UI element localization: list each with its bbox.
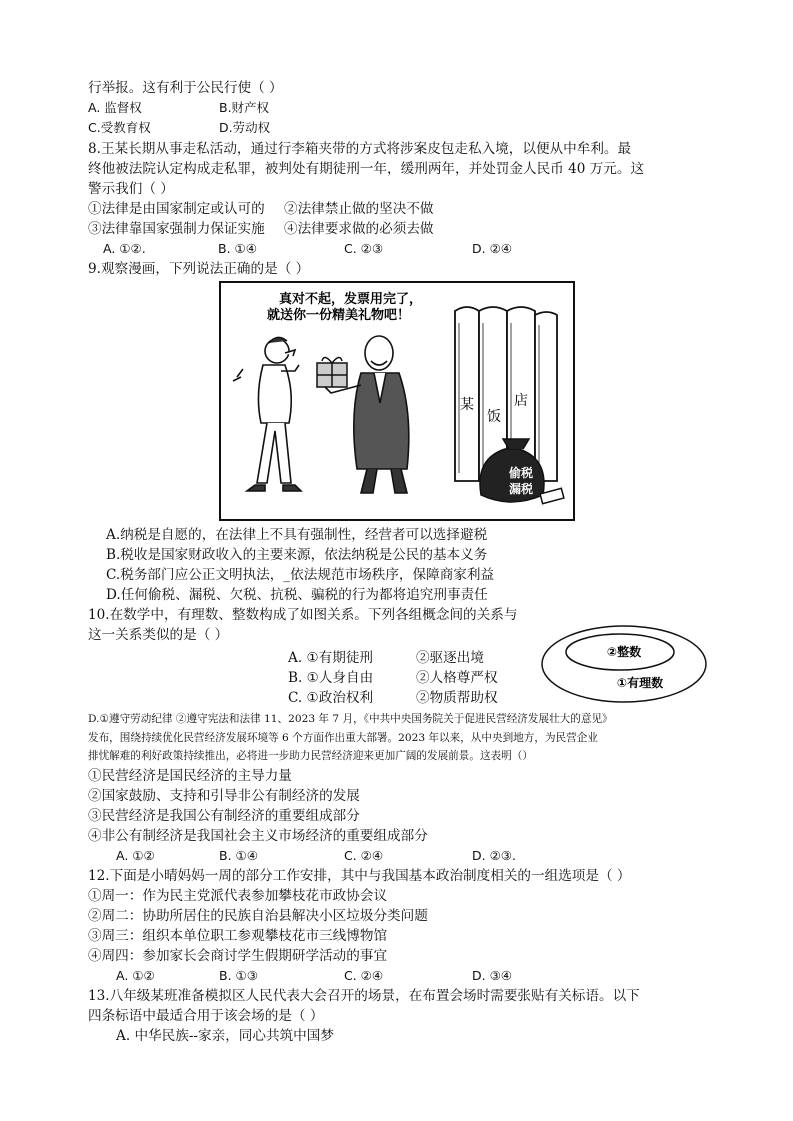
q7-option-c: C.受教育权 (88, 120, 151, 135)
cartoon-bag-label-1: 偷税 (508, 466, 534, 480)
q7-stem: 行举报。这有利于公民行使（ ） (88, 80, 283, 96)
q12-option-a: A. ①② (116, 968, 155, 983)
set-relation-diagram (540, 624, 708, 704)
q8-option-a: A. ①②. (103, 241, 146, 256)
q12-option-b: B. ①③ (219, 968, 258, 983)
q11-option-a: A. ①② (116, 848, 155, 863)
diagram-outer-label: ①有理数 (616, 676, 664, 690)
q10-option-c1: C. ①政治权利 (288, 690, 374, 706)
q12-statement-3: ③周三：组织本单位职工参观攀枝花市三线博物馆 (88, 928, 388, 944)
cartoon-screen-char-3: 店 (514, 393, 528, 409)
q10-stem-line1: 10.在数学中，有理数、整数构成了如图关系。下列各组概念间的关系与 (88, 607, 518, 623)
q11-stem-line1: D.①遵守劳动纪律 ②遵守宪法和法律 11、2023 年 7 月，《中共中央国务院关于促进民营经济发展壮大的意见》 (88, 713, 613, 725)
q8-option-b: B. ①④ (218, 241, 257, 256)
q11-stem-line2: 发布，围绕持续优化民营经济发展环境等 6 个方面作出重大部署。2023 年以来，从中央到地方，为民营企业 (88, 732, 598, 744)
q10-option-b1: B. ①人身自由 (288, 670, 374, 686)
q11-option-c: C. ②④ (344, 848, 384, 863)
q13-stem-line1: 13.八年级某班准备模拟区人民代表大会召开的场景，在布置会场时需要张贴有关标语。以下 (88, 988, 640, 1004)
q8-stem-line3: 警示我们（ ） (88, 181, 174, 197)
tax-cartoon (219, 281, 575, 521)
q10-stem-line2: 这一关系类似的是（ ） (88, 627, 229, 643)
q13-option-a: A. 中华民族--家亲，同心共筑中国梦 (116, 1028, 334, 1044)
q12-option-d: D. ③④ (472, 968, 512, 983)
q9-option-c: C.税务部门应公正文明执法，_依法规范市场秩序，保障商家利益 (106, 567, 495, 583)
q11-statement-3: ③民营经济是我国公有制经济的重要组成部分 (88, 808, 360, 824)
q11-statement-2: ②国家鼓励、支持和引导非公有制经济的发展 (88, 788, 360, 804)
q9-stem: 9.观察漫画，下列说法正确的是（ ） (88, 261, 310, 277)
q10-option-a1: A. ①有期徒刑 (288, 650, 374, 666)
diagram-inner-label: ②整数 (606, 645, 642, 659)
q12-statement-1: ①周一：作为民主党派代表参加攀枝花市政协会议 (88, 888, 388, 904)
q9-option-b: B.税收是国家财政收入的主要来源，依法纳税是公民的基本义务 (106, 547, 488, 563)
q8-statement-3: ③法律靠国家强制力保证实施 (88, 221, 265, 237)
cartoon-speech-line2: 就送你一份精美礼物吧！ (267, 308, 411, 323)
q11-statement-1: ①民营经济是国民经济的主导力量 (88, 768, 292, 784)
q10-option-b2: ②人格尊严权 (416, 670, 498, 686)
q12-statement-4: ④周四：参加家长会商讨学生假期研学活动的事宜 (88, 948, 388, 964)
q8-statement-2: ②法律禁止做的坚决不做 (284, 201, 434, 217)
q8-statement-1: ①法律是由国家制定或认可的 (88, 201, 265, 217)
cartoon-screen-char-2: 饭 (487, 409, 501, 425)
cartoon-screen-char-1: 某 (460, 397, 474, 413)
q12-statement-2: ②周二：协助所居住的民族自治县解决小区垃圾分类问题 (88, 908, 428, 924)
q10-option-a2: ②驱逐出境 (416, 650, 484, 666)
cartoon-bag-label-2: 漏税 (508, 482, 534, 496)
cartoon-speech-line1: 真对不起，发票用完了， (279, 292, 423, 307)
q10-option-c2: ②物质帮助权 (416, 690, 498, 706)
q12-stem: 12.下面是小晴妈妈一周的部分工作安排，其中与我国基本政治制度相关的一组选项是（ ） (88, 868, 631, 884)
q8-stem-line1: 8.王某长期从事走私活动，通过行李箱夹带的方式将涉案皮包走私入境，以便从中牟利。最 (88, 141, 632, 157)
q11-option-b: B. ①④ (219, 848, 258, 863)
q11-option-d: D. ②③. (472, 848, 516, 863)
q7-option-d: D.劳动权 (219, 120, 271, 135)
q13-stem-line2: 四条标语中最适合用于该会场的是（ ） (88, 1008, 324, 1024)
q7-option-a: A. 监督权 (88, 100, 142, 115)
q9-option-d: D.任何偷税、漏税、欠税、抗税、骗税的行为都将追究刑事责任 (106, 587, 488, 603)
q11-statement-4: ④非公有制经济是我国社会主义市场经济的重要组成部分 (88, 828, 428, 844)
q11-stem-line3: 排忧解难的利好政策持续推出，必将进一步助力民营经济迎来更加广阔的发展前景。这表明（） (88, 750, 533, 762)
q12-option-c: C. ②④ (344, 968, 384, 983)
q7-option-b: B.财产权 (219, 100, 270, 115)
q8-stem-line2: 终他被法院认定构成走私罪，被判处有期徒刑一年，缓刑两年，并处罚金人民币 40 万元。这 (88, 161, 645, 177)
q8-option-c: C. ②③ (344, 241, 384, 256)
q8-option-d: D. ②④ (472, 241, 512, 256)
q9-option-a: A.纳税是自愿的，在法律上不具有强制性，经营者可以选择避税 (106, 527, 488, 543)
q8-statement-4: ④法律要求做的必须去做 (284, 221, 434, 237)
